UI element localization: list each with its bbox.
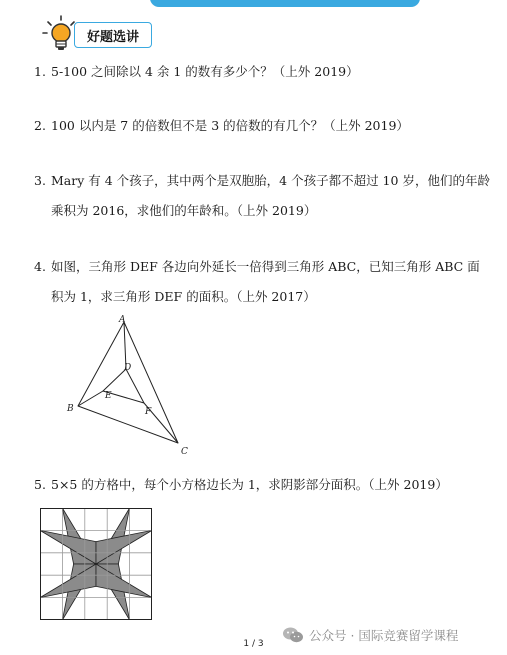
label-b: B — [67, 404, 74, 414]
question-2 — [34, 111, 409, 141]
question-text-line1: 如图，三角形 DEF 各边向外延长一倍得到三角形 ABC，已知三角形 ABC 面 — [51, 259, 480, 274]
question-3 — [34, 166, 490, 226]
top-accent-bar — [150, 0, 420, 7]
question-4 — [34, 252, 480, 312]
page-number: 1 / 3 — [243, 639, 264, 649]
question-5 — [34, 470, 448, 500]
section-title: 好题选讲 — [74, 22, 152, 48]
label-c: C — [181, 447, 188, 457]
question-text-line2: 积为 1，求三角形 DEF 的面积。（上外 2017） — [51, 289, 316, 304]
question-text: 5-100 之间除以 4 余 1 的数有多少个？（上外 2019） — [51, 64, 359, 79]
question-number: 5. — [34, 477, 46, 492]
grid-figure — [40, 508, 152, 620]
label-f: F — [145, 407, 152, 417]
question-number: 1. — [34, 64, 46, 79]
label-d: D — [124, 363, 132, 373]
label-e: E — [105, 391, 112, 401]
question-1 — [34, 57, 359, 87]
question-text: 100 以内是 7 的倍数但不是 3 的倍数的有几个？（上外 2019） — [51, 118, 409, 133]
question-text-line2: 乘积为 2016，求他们的年龄和。（上外 2019） — [51, 203, 317, 218]
triangle-figure — [60, 312, 200, 460]
question-number: 3. — [34, 173, 46, 188]
question-text: 5×5 的方格中，每个小方格边长为 1，求阴影部分面积。（上外 2019） — [51, 477, 448, 492]
question-number: 2. — [34, 118, 46, 133]
watermark-text: 公众号 · 国际竞赛留学课程 — [309, 628, 459, 643]
question-text-line1: Mary 有 4 个孩子，其中两个是双胞胎，4 个孩子都不超过 10 岁，他们的年龄 — [51, 173, 490, 188]
question-number: 4. — [34, 259, 46, 274]
label-a: A — [119, 315, 126, 325]
